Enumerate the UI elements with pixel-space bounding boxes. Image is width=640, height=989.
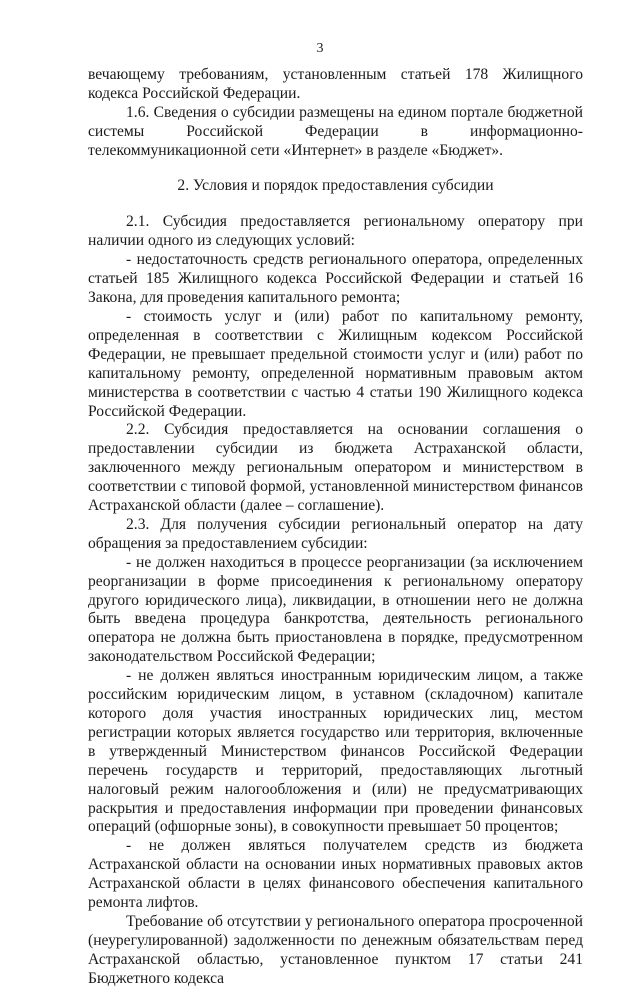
list-item-requirement-1: - не должен находиться в процессе реорганизации (за исключением реорганизации в форме присоединения к региональному оператору другого юридического лица), ликвидации, в отношении него не должна быть введена процедура банкротства, деятельность регионального оператора не должна быть приостановлена в порядке, предусмотренном законодательством Российской Федерации; (88, 553, 583, 666)
section-heading: 2. Условия и порядок предоставления субсидии (177, 176, 494, 194)
paragraph-2-2: 2.2. Субсидия предоставляется на основании соглашения о предоставлении субсидии из бюджета Астраханской области, заключенного между региональным оператором и министерством в соответствии с типовой формой, установленной министерством финансов Астраханской области (далее – соглашение). (88, 421, 583, 515)
list-item-condition-1: - недостаточность средств регионального оператора, определенных статьей 185 Жилищного кодекса Российской Федерации и статьей 16 Закона, для проведения капитального ремонта; (88, 251, 583, 307)
document-body (88, 66, 583, 989)
list-item-requirement-2: - не должен являться иностранным юридическим лицом, а также российским юридическим лицом, в уставном (складочном) капитале которого доля участия иностранных юридических лиц, местом регистрации которых является государство или территория, включенные в утвержденный Министерством финансов Российской Федерации перечень государств и территорий, предоставляющих льготный налоговый режим налогообложения и (или) не предусматривающих раскрытия и предоставления информации при проведении финансовых операций (офшорные зоны), в совокупности превышает 50 процентов; (88, 667, 583, 836)
paragraph-1-6: 1.6. Сведения о субсидии размещены на едином портале бюджетной системы Российской Федерации в информационно-телекоммуникационной сети «Интернет» в разделе «Бюджет». (88, 103, 583, 159)
paragraph-debt-requirement: Требование об отсутствии у регионального оператора просроченной (неурегулированной) задолженности по денежным обязательствам перед Астраханской областью, установленное пунктом 17 статьи 241 Бюджетного кодекса (88, 912, 583, 987)
paragraph-2-1: 2.1. Субсидия предоставляется региональному оператору при наличии одного из следующих условий: (88, 213, 583, 250)
list-item-condition-2: - стоимость услуг и (или) работ по капитальному ремонту, определенная в соответствии с Жилищным кодексом Российской Федерации, не превышает предельной стоимости услуг и (или) работ по капитальному ремонту, определенной нормативным правовым актом министерства в соответствии с частью 4 статьи 190 Жилищного кодекса Российской Федерации. (88, 307, 583, 420)
paragraph-continuation: вечающему требованиям, установленным статьей 178 Жилищного кодекса Российской Федерации. (88, 66, 583, 102)
paragraph-2-3: 2.3. Для получения субсидии региональный оператор на дату обращения за предоставлением субсидии: (88, 515, 583, 552)
page-number: 3 (316, 41, 324, 56)
list-item-requirement-3: - не должен являться получателем средств из бюджета Астраханской области на основании иных нормативных правовых актов Астраханской области в целях финансового обеспечения капитального ремонта лифтов. (88, 837, 583, 912)
